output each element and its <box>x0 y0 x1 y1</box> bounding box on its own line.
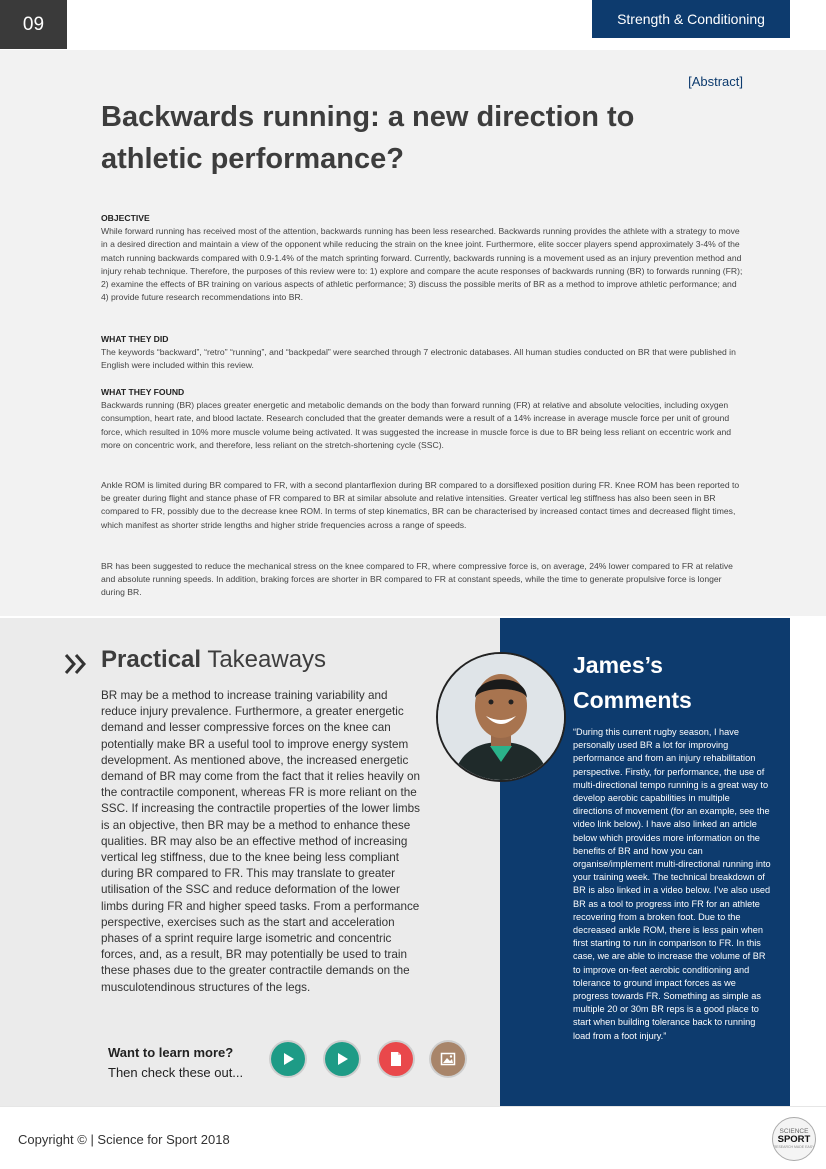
objective-text: While forward running has received most of the attention, backwards running has been less researched. Backwards running provides the athlete with a strategy to move in a desired direction and maintain a view of the opponent while reducing the strain on the knee joint. Furthermore, elite soccer players spend approximately 3-4% of the match running backwards compared with 0.9-1.4% of the match sprinting forward. Currently, backwards running is a movement used as an injury prevention method and injury rehab technique. Therefore, the purposes of this review were to: 1) explore and compare the acute responses of backwards running (BR) to forwards running (FR); 2) examine the effects of BR training on various aspects of athletic performance; 3) discuss the possible merits of BR as a method to improve athletic performance; and 4) provide future research recommendations into BR. <box>101 226 743 303</box>
image-link-button[interactable] <box>431 1042 465 1076</box>
found-paragraph-3: BR has been suggested to reduce the mechanical stress on the knee compared to FR, where compressive force is, on average, 24% lower compared to FR at relative and absolute running speeds. In addition, braking forces are shorter in BR compared to FR at constant speeds, while the time to generate propulsive force is longer during BR. <box>101 561 733 598</box>
found-paragraph-3-wrap <box>101 560 743 600</box>
footer-divider <box>0 1106 826 1107</box>
takeaways-text: BR may be a method to increase training variability and reduce injury prevalence. Furthermore, a greater energetic demand and lesser compressive forces on the knee can potentially make BR a useful tool to improve energy system development. As mentioned above, the increased energetic demand of BR may come from the fact that it relies heavily on the contractile component, whereas FR is more reliant on the SSC. If increasing the contractile properties of the lower limbs is an objective, then BR may be a method to enhance these qualities. BR may also be an effective method of increasing vertical leg stiffness, due to the knee being less compliant during BR compared to FR. This may translate to greater utilisation of the SSC and reduce deformation of the lower limbs during FR and higher speed tasks. From a performance perspective, exercises such as the start and acceleration phases of a sprint require large isometric and concentric forces, and, as a result, BR may potentially be used to train these phases due to the greater contractile demands on the musculotendinous structures of the legs. <box>101 689 420 994</box>
what-they-found-heading: WHAT THEY FOUND <box>101 387 185 397</box>
learn-more-question: Want to learn more? <box>108 1045 234 1060</box>
page-number: 09 <box>0 0 67 49</box>
comments-title: James’s Comments <box>573 652 692 713</box>
video-link-button-1[interactable] <box>271 1042 305 1076</box>
copyright-text: Copyright © | Science for Sport 2018 <box>18 1132 230 1147</box>
comments-text: “During this current rugby season, I have personally used BR a lot for improving performance and from an injury rehabilitation perspective. Firstly, for performance, the use of multi-directional tempo running is a great way to develop aerobic capabilities in multiple directions of movement (for an example, see the video link below). I have also linked an article below which provides more information on the benefits of BR and how you can organise/implement multi-directional running into your training week. The technical breakdown of BR is also linked in a video below. I’ve also used BR as a tool to progress into FR for an athlete recovering from a broken foot. Due to the decreased ankle ROM, there is less pain when first starting to run in comparison to FR. In this case, we are able to increase the volume of BR to improve on-feet aerobic conditioning and tolerance to ground impact forces as we progress towards FR. Something as simple as multiple 20 or 30m BR reps is a good place to start when building tolerance back to running load from a foot injury.” <box>573 727 771 1041</box>
abstract-tag: [Abstract] <box>688 74 743 89</box>
document-icon <box>388 1051 404 1067</box>
what-they-did-text: The keywords “backward”, “retro” “running”, and “backpedal” were searched through 7 electronic databases. All human studies conducted on BR that were published in English were included within this review. <box>101 347 736 371</box>
takeaways-title <box>101 646 326 674</box>
article-title: Backwards running: a new direction to athletic performance? <box>101 101 635 175</box>
what-they-did-section <box>101 333 743 373</box>
play-icon <box>334 1051 350 1067</box>
objective-heading: OBJECTIVE <box>101 213 150 223</box>
image-icon <box>440 1051 456 1067</box>
play-icon <box>280 1051 296 1067</box>
video-link-button-2[interactable] <box>325 1042 359 1076</box>
author-avatar <box>436 652 566 782</box>
what-they-did-heading: WHAT THEY DID <box>101 334 169 344</box>
article-link-button[interactable] <box>379 1042 413 1076</box>
what-they-found-section <box>101 386 743 452</box>
takeaways-title-light: Takeaways <box>207 646 327 673</box>
learn-more-prompt: Then check these out... <box>108 1065 244 1080</box>
takeaways-title-bold: Practical <box>101 646 202 673</box>
found-paragraph-1: Backwards running (BR) places greater energetic and metabolic demands on the body than forward running (FR) at relative and absolute velocities, including oxygen consumption, heart rate, and blood lactate. Research concluded that the greater demands were a result of a 14% increase in average muscle force per unit of ground force, which resulted in 10% more muscle volume being activated. It was suggested the increase in muscle force is due to BR being less reliant on eccentric work and more on concentric work, and therefore, less reliant on the stretch-shortening cycle (SSC). <box>101 400 732 450</box>
science-for-sport-logo: SCIENCE SPORT RESEARCH MADE EASY <box>772 1117 816 1161</box>
found-paragraph-2-wrap <box>101 479 743 532</box>
person-photo-icon <box>438 654 564 780</box>
learn-more <box>108 1043 243 1083</box>
found-paragraph-2: Ankle ROM is limited during BR compared to FR, with a second plantarflexion during BR compared to a dorsiflexed position during FR. Knee ROM has been reported to be greater during flight and stance phase of FR compared to BR at similar absolute and relative intensities. Greater vertical leg stiffness has also been seen in BR compared to FR, possibly due to the decrease knee ROM. In terms of step kinematics, BR can be characterised by increased contact times and decreased flight times, which manifest as shorter stride lengths and higher stride frequencies across a range of speeds. <box>101 480 740 530</box>
objective-section <box>101 212 743 304</box>
section-tag: Strength & Conditioning <box>592 0 790 38</box>
double-chevron-right-icon <box>63 651 89 677</box>
